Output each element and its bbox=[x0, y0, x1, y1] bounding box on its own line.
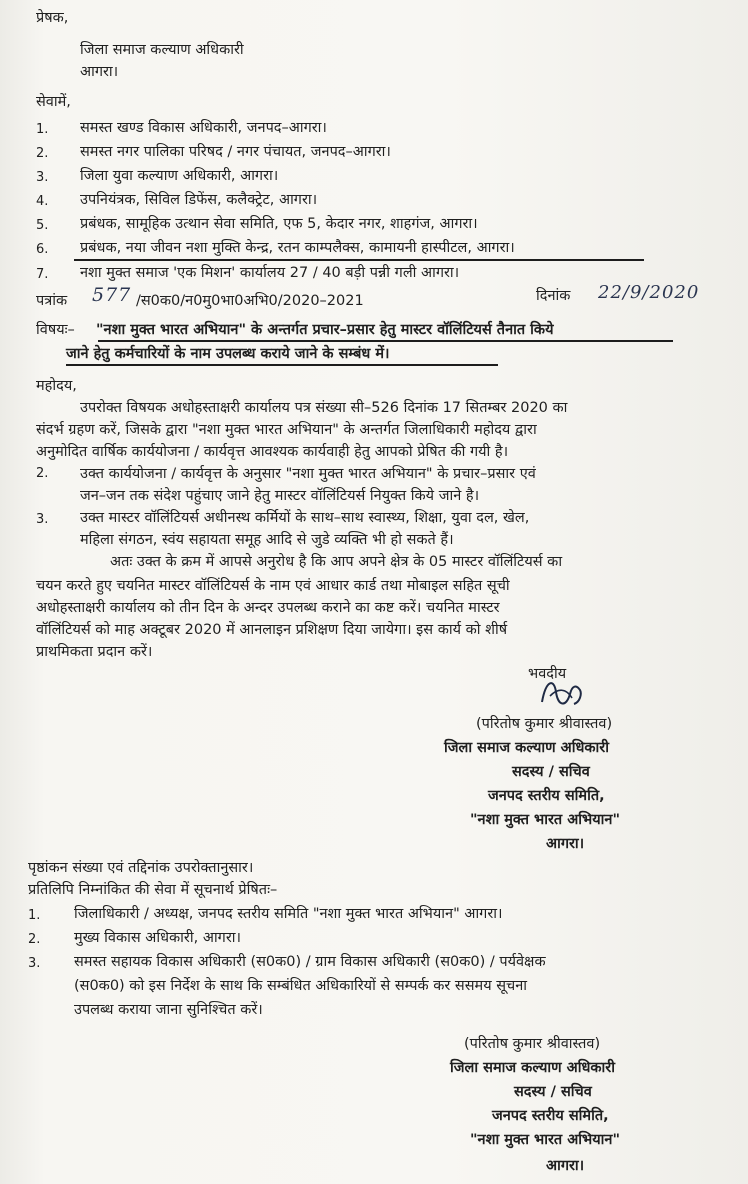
recipient-item: प्रबंधक, सामूहिक उत्थान सेवा समिति, एफ 5, केदार नगर, शाहगंज, आगरा। bbox=[80, 216, 478, 232]
signatory-campaign-2: "नशा मुक्त भारत अभियान" bbox=[470, 1132, 621, 1148]
recipient-number: 6. bbox=[36, 242, 49, 257]
recipient-number: 7. bbox=[36, 267, 49, 282]
endorsement-number: 2. bbox=[28, 932, 41, 947]
underline-recipient-6 bbox=[74, 259, 644, 261]
handwritten-date: 22/9/2020 bbox=[598, 282, 700, 303]
body-p3-line: महिला संगठन, स्वंय सहायता समूह आदि से जुडे व्यक्ति भी हो सकते हैं। bbox=[80, 532, 454, 548]
body-p1-line: उपरोक्त विषयक अधोहस्ताक्षरी कार्यालय पत्र संख्या सी–526 दिनांक 17 सितम्बर 2020 का bbox=[80, 400, 568, 416]
endorsement-item: उपलब्ध कराया जाना सुनिश्चित करें। bbox=[74, 1002, 263, 1018]
signatory-city-2: आगरा। bbox=[546, 1158, 585, 1174]
endorsement-item: जिलाधिकारी / अध्यक्ष, जनपद स्तरीय समिति "नशा मुक्त भारत अभियान" आगरा। bbox=[74, 906, 503, 922]
salutation: महोदय, bbox=[36, 378, 77, 394]
endorsement-item: (स0क0) को इस निर्देश के साथ कि सम्बंधित अधिकारियों से सम्पर्क कर ससमय सूचना bbox=[74, 978, 528, 994]
signatory-designation: जिला समाज कल्याण अधिकारी bbox=[444, 740, 609, 756]
recipients-label: सेवामें, bbox=[36, 94, 71, 110]
endorsement-line: प्रतिलिपि निम्नांकित की सेवा में सूचनार्थ प्रेषितः– bbox=[28, 882, 278, 898]
signatory-committee-2: जनपद स्तरीय समिति, bbox=[492, 1108, 609, 1124]
recipient-number: 3. bbox=[36, 170, 49, 185]
sender-label: प्रेषक, bbox=[36, 10, 69, 26]
recipient-item: प्रबंधक, नया जीवन नशा मुक्ति केन्द्र, रतन काम्पलैक्स, कामायनी हास्पीटल, आगरा। bbox=[80, 240, 515, 256]
paragraph-number: 3. bbox=[36, 512, 49, 527]
recipient-item: नशा मुक्त समाज 'एक मिशन' कार्यालय 27 / 40 बड़ी पन्नी गली आगरा। bbox=[80, 265, 460, 281]
recipient-item: समस्त नगर पालिका परिषद / नगर पंचायत, जनपद–आगरा। bbox=[80, 144, 391, 160]
body-p4-line: अधोहस्ताक्षरी कार्यालय को तीन दिन के अन्दर उपलब्ध कराने का कष्ट करें। चयनित मास्टर bbox=[36, 600, 500, 616]
body-p4-line: अतः उक्त के क्रम में आपसे अनुरोध है कि आप अपने क्षेत्र के 05 मास्टर वॉलिंटियर्स का bbox=[110, 554, 563, 570]
signatory-name-2: (परितोष कुमार श्रीवास्तव) bbox=[464, 1036, 601, 1052]
endorsement-number: 1. bbox=[28, 908, 41, 923]
endorsement-item: समस्त सहायक विकास अधिकारी (स0क0) / ग्राम विकास अधिकारी (स0क0) / पर्यवेक्षक bbox=[74, 954, 546, 970]
signature-scribble bbox=[536, 674, 588, 714]
body-p3-line: उक्त मास्टर वॉलिंटियर्स अधीनस्थ कर्मियों के साथ–साथ स्वास्थ्य, शिक्षा, युवा दल, खेल, bbox=[80, 510, 530, 526]
signatory-city: आगरा। bbox=[546, 836, 585, 852]
recipient-number: 2. bbox=[36, 146, 49, 161]
recipient-number: 5. bbox=[36, 218, 49, 233]
body-p4-line: चयन करते हुए चयनित मास्टर वॉलिंटियर्स के नाम एवं आधार कार्ड तथा मोबाइल सहित सूची bbox=[36, 578, 510, 594]
endorsement-number: 3. bbox=[28, 956, 41, 971]
body-p1-line: अनुमोदित वार्षिक कार्ययोजना / कार्यवृत्त आवश्यक कार्यवाही हेतु आपको प्रेषित की गयी है। bbox=[36, 444, 509, 460]
subject-line-1: "नशा मुक्त भारत अभियान" के अन्तर्गत प्रचार–प्रसार हेतु मास्टर वॉलिंटियर्स तैनात किये bbox=[96, 322, 554, 338]
body-p2-line: उक्त कार्ययोजना / कार्यवृत्त के अनुसार "नशा मुक्त भारत अभियान" के प्रचार–प्रसार एवं bbox=[80, 466, 536, 482]
recipient-number: 4. bbox=[36, 194, 49, 209]
signatory-role-2: सदस्य / सचिव bbox=[514, 1084, 592, 1100]
subject-underline-2 bbox=[66, 364, 498, 366]
handwritten-letter-number: 577 bbox=[92, 284, 132, 306]
signatory-committee: जनपद स्तरीय समिति, bbox=[488, 788, 605, 804]
recipient-item: जिला युवा कल्याण अधिकारी, आगरा। bbox=[80, 168, 279, 184]
paragraph-number: 2. bbox=[36, 466, 49, 481]
body-p4-line: प्राथमिकता प्रदान करें। bbox=[36, 644, 153, 660]
sender-city: आगरा। bbox=[80, 64, 119, 80]
recipient-item: उपनियंत्रक, सिविल डिफेंस, कलैक्ट्रेट, आगरा। bbox=[80, 192, 318, 208]
subject-label: विषयः– bbox=[36, 322, 75, 338]
body-p4-line: वॉलिंटियर्स को माह अक्टूबर 2020 में आनलाइन प्रशिक्षण दिया जायेगा। इस कार्य को शीर्ष bbox=[36, 622, 508, 638]
subject-underline-1 bbox=[98, 340, 673, 342]
closing-bhavdiya: भवदीय bbox=[528, 666, 567, 682]
signatory-name: (परितोष कुमार श्रीवास्तव) bbox=[476, 716, 613, 732]
signatory-campaign: "नशा मुक्त भारत अभियान" bbox=[470, 812, 621, 828]
subject-line-2: जाने हेतु कर्मचारियों के नाम उपलब्ध कराये जाने के सम्बंध में। bbox=[66, 346, 390, 362]
body-p2-line: जन–जन तक संदेश पहुंचाए जाने हेतु मास्टर वॉलिंटियर्स नियुक्त किये जाने है। bbox=[80, 488, 480, 504]
endorsement-line: पृष्ठांकन संख्या एवं तद्दिनांक उपरोक्तानुसार। bbox=[28, 860, 254, 876]
recipient-item: समस्त खण्ड विकास अधिकारी, जनपद–आगरा। bbox=[80, 120, 327, 136]
body-p1-line: संदर्भ ग्रहण करें, जिसके द्वारा "नशा मुक्त भारत अभियान" के अन्तर्गत जिलाधिकारी महोदय द्वारा bbox=[36, 422, 537, 438]
date-label: दिनांक bbox=[536, 288, 571, 304]
signatory-designation-2: जिला समाज कल्याण अधिकारी bbox=[450, 1060, 615, 1076]
sender-designation: जिला समाज कल्याण अधिकारी bbox=[80, 42, 244, 58]
reference-number: /स0क0/न0मु0भा0अभि0/2020–2021 bbox=[136, 293, 364, 309]
signatory-role: सदस्य / सचिव bbox=[512, 764, 590, 780]
reference-label: पत्रांक bbox=[36, 293, 68, 309]
endorsement-item: मुख्य विकास अधिकारी, आगरा। bbox=[74, 930, 242, 946]
recipient-number: 1. bbox=[36, 122, 49, 137]
